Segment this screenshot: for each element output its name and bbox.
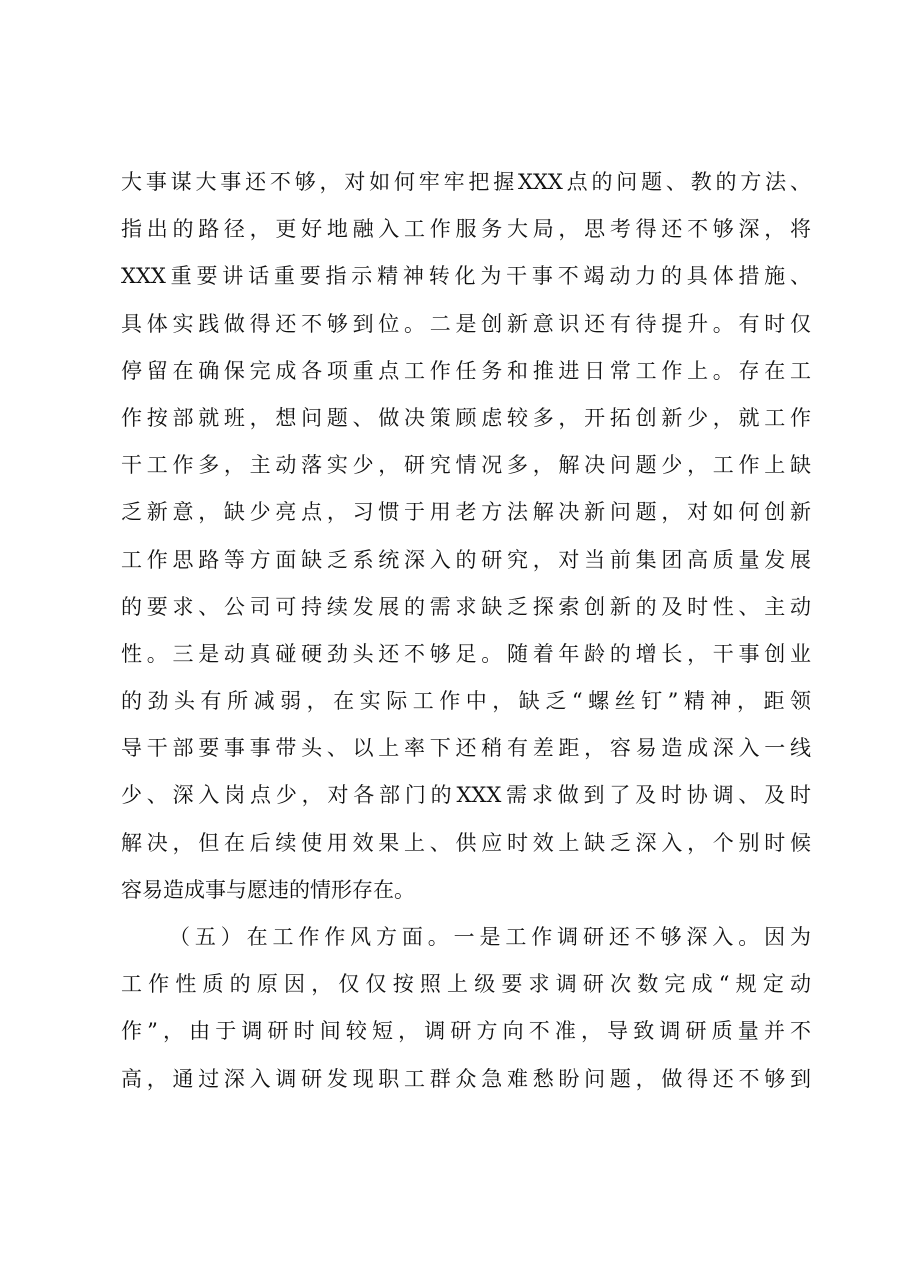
text-line: 的劲头有所减弱，在实际工作中，缺乏“螺丝钉”精神，距领: [121, 689, 811, 714]
text-line: XXX重要讲话重要指示精神转化为干事不竭动力的具体措施、: [121, 264, 811, 289]
text-line: 大事谋大事还不够，对如何牢牢把握XXX点的问题、教的方法、: [121, 170, 811, 194]
text-line: 停留在确保完成各项重点工作任务和推进日常工作上。存在工: [121, 358, 811, 383]
text-line: 具体实践做得还不够到位。二是创新意识还有待提升。有时仅: [121, 311, 811, 336]
body-text: [121, 159, 811, 1103]
text-line: 导干部要事事带头、以上率下还稍有差距，容易造成深入一线: [121, 736, 811, 761]
paragraph-end-line: 容易造成事与愿违的情形存在。: [121, 877, 415, 902]
text-line: 性。三是动真碰硬劲头还不够足。随着年龄的增长，干事创业: [121, 641, 811, 666]
text-line: 乏新意，缺少亮点，习惯于用老方法解决新问题，对如何创新: [121, 500, 811, 525]
section-heading-line: （五）在工作作风方面。一是工作调研还不够深入。因为: [169, 925, 811, 949]
text-line: 解决，但在后续使用效果上、供应时效上缺乏深入，个别时候: [121, 830, 811, 855]
text-line: 作”，由于调研时间较短，调研方向不准，导致调研质量并不: [121, 1019, 811, 1044]
text-line: 作按部就班，想问题、做决策顾虑较多，开拓创新少，就工作: [121, 405, 811, 430]
text-line: 指出的路径，更好地融入工作服务大局，思考得还不够深，将: [121, 217, 811, 242]
text-line: 工作思路等方面缺乏系统深入的研究，对当前集团高质量发展: [121, 547, 811, 572]
text-line: 的要求、公司可持续发展的需求缺乏探索创新的及时性、主动: [121, 594, 811, 619]
text-line: 干工作多，主动落实少，研究情况多，解决问题少，工作上缺: [121, 453, 811, 478]
text-line: 高，通过深入调研发现职工群众急难愁盼问题，做得还不够到: [121, 1066, 811, 1091]
text-line: 少、深入岗点少，对各部门的XXX需求做到了及时协调、及时: [121, 783, 811, 808]
text-line: 工作性质的原因，仅仅按照上级要求调研次数完成“规定动: [121, 972, 811, 997]
